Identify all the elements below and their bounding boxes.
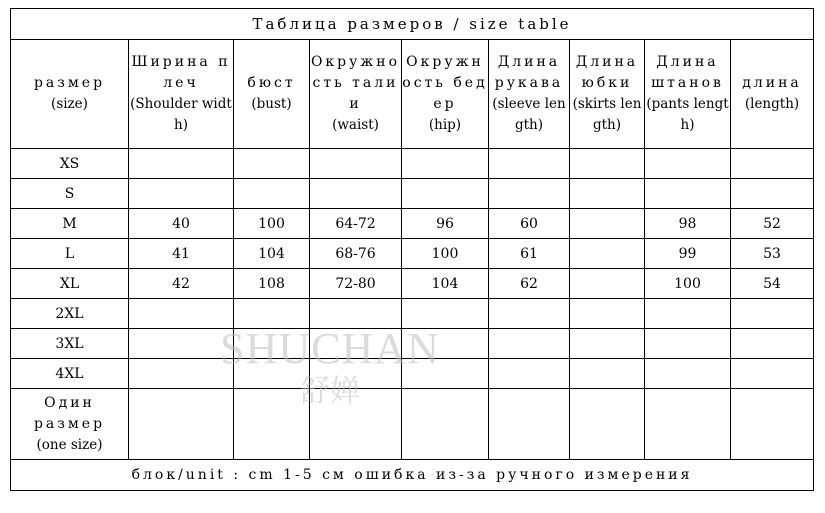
one-size-cell xyxy=(129,389,234,460)
table-row xyxy=(11,329,814,359)
one-size-row xyxy=(11,389,814,460)
table-cell xyxy=(645,359,731,389)
title-row xyxy=(11,9,814,40)
size-label: L xyxy=(11,239,129,269)
table-cell: 100 xyxy=(645,269,731,299)
table-cell: 40 xyxy=(129,209,234,239)
size-label: XS xyxy=(11,149,129,179)
table-cell: 61 xyxy=(489,239,570,269)
table-cell xyxy=(129,179,234,209)
table-cell: 104 xyxy=(234,239,310,269)
column-header-en: (bust) xyxy=(251,96,292,112)
table-cell xyxy=(234,299,310,329)
one-size-ru: Один размер xyxy=(33,394,106,432)
table-footer: блок/unit : cm 1-5 см ошибка из-за ручного измерения xyxy=(11,460,814,491)
table-row xyxy=(11,239,814,269)
table-cell: 99 xyxy=(645,239,731,269)
column-header-ru: бюст xyxy=(247,75,296,91)
column-header xyxy=(402,40,489,149)
table-cell xyxy=(731,329,814,359)
table-cell: 41 xyxy=(129,239,234,269)
one-size-cell xyxy=(234,389,310,460)
column-header xyxy=(489,40,570,149)
size-label: M xyxy=(11,209,129,239)
size-table xyxy=(10,8,814,491)
table-cell: 54 xyxy=(731,269,814,299)
table-cell xyxy=(731,359,814,389)
column-header-ru: размер xyxy=(33,75,106,91)
column-header xyxy=(11,40,129,149)
column-header-ru: Ширина плеч xyxy=(131,54,231,91)
table-cell: 100 xyxy=(402,239,489,269)
table-cell xyxy=(489,299,570,329)
table-cell xyxy=(402,329,489,359)
table-cell: 64-72 xyxy=(310,209,402,239)
table-cell xyxy=(570,359,645,389)
one-size-cell xyxy=(489,389,570,460)
size-label: XL xyxy=(11,269,129,299)
table-cell xyxy=(129,299,234,329)
size-label: 3XL xyxy=(11,329,129,359)
table-cell: 68-76 xyxy=(310,239,402,269)
table-cell xyxy=(129,329,234,359)
table-cell xyxy=(310,179,402,209)
column-header-en: (waist) xyxy=(332,117,379,133)
table-cell xyxy=(489,329,570,359)
column-header-en: (length) xyxy=(744,96,800,112)
one-size-en: (one size) xyxy=(36,436,103,453)
table-cell xyxy=(310,329,402,359)
table-cell xyxy=(570,149,645,179)
column-header-en: (hip) xyxy=(428,117,462,133)
table-cell: 108 xyxy=(234,269,310,299)
column-header-en: (skirts length) xyxy=(572,96,642,133)
size-label: S xyxy=(11,179,129,209)
column-header-en: (pants length) xyxy=(646,96,729,133)
table-cell xyxy=(570,239,645,269)
table-cell xyxy=(570,209,645,239)
one-size-cell xyxy=(402,389,489,460)
table-cell: 62 xyxy=(489,269,570,299)
column-header-ru: Длина рукава xyxy=(494,54,564,91)
table-row xyxy=(11,269,814,299)
table-cell xyxy=(402,149,489,179)
table-cell xyxy=(645,149,731,179)
table-cell xyxy=(129,359,234,389)
footer-row xyxy=(11,460,814,491)
table-row xyxy=(11,359,814,389)
table-cell xyxy=(731,149,814,179)
table-cell xyxy=(402,179,489,209)
column-header-ru: Длина штанов xyxy=(651,54,724,91)
table-cell xyxy=(489,179,570,209)
table-cell xyxy=(310,299,402,329)
table-cell: 53 xyxy=(731,239,814,269)
column-header-en: (sleeve length) xyxy=(492,96,566,133)
table-cell xyxy=(129,149,234,179)
table-cell: 72-80 xyxy=(310,269,402,299)
column-header-ru: Длина юбки xyxy=(575,54,639,91)
column-header-en: (Shoulder width) xyxy=(130,96,232,133)
table-cell xyxy=(645,179,731,209)
table-cell xyxy=(234,329,310,359)
table-cell: 98 xyxy=(645,209,731,239)
table-cell xyxy=(234,179,310,209)
table-row xyxy=(11,209,814,239)
table-row xyxy=(11,149,814,179)
table-cell: 96 xyxy=(402,209,489,239)
one-size-cell xyxy=(310,389,402,460)
table-cell xyxy=(645,329,731,359)
one-size-label xyxy=(11,389,129,460)
column-header xyxy=(310,40,402,149)
table-cell xyxy=(570,329,645,359)
table-cell xyxy=(570,179,645,209)
table-cell: 100 xyxy=(234,209,310,239)
table-row xyxy=(11,299,814,329)
column-header xyxy=(234,40,310,149)
table-cell: 60 xyxy=(489,209,570,239)
column-header-ru: длина xyxy=(742,75,802,91)
one-size-cell xyxy=(731,389,814,460)
table-cell xyxy=(489,359,570,389)
table-cell: 52 xyxy=(731,209,814,239)
table-cell xyxy=(310,149,402,179)
size-label: 2XL xyxy=(11,299,129,329)
column-header-ru: Окружность бедер xyxy=(402,54,488,112)
table-row xyxy=(11,179,814,209)
table-cell xyxy=(570,299,645,329)
column-header-en: (size) xyxy=(51,96,88,112)
table-cell: 104 xyxy=(402,269,489,299)
table-cell xyxy=(310,359,402,389)
column-header xyxy=(731,40,814,149)
watermark-text: SHUCHAN xyxy=(220,324,440,373)
watermark-chinese-text: 舒婵 xyxy=(300,374,360,409)
column-header xyxy=(129,40,234,149)
table-cell xyxy=(402,299,489,329)
table-cell xyxy=(234,149,310,179)
size-label: 4XL xyxy=(11,359,129,389)
table-title: Таблица размеров / size table xyxy=(11,9,814,40)
table-cell xyxy=(731,299,814,329)
header-row xyxy=(11,40,814,149)
table-cell xyxy=(645,299,731,329)
table-cell xyxy=(402,359,489,389)
column-header xyxy=(570,40,645,149)
table-cell xyxy=(570,269,645,299)
column-header-ru: Окружность талии xyxy=(310,54,401,112)
column-header xyxy=(645,40,731,149)
table-cell xyxy=(489,149,570,179)
table-cell xyxy=(234,359,310,389)
table-cell xyxy=(731,179,814,209)
one-size-cell xyxy=(570,389,645,460)
one-size-cell xyxy=(645,389,731,460)
table-cell: 42 xyxy=(129,269,234,299)
